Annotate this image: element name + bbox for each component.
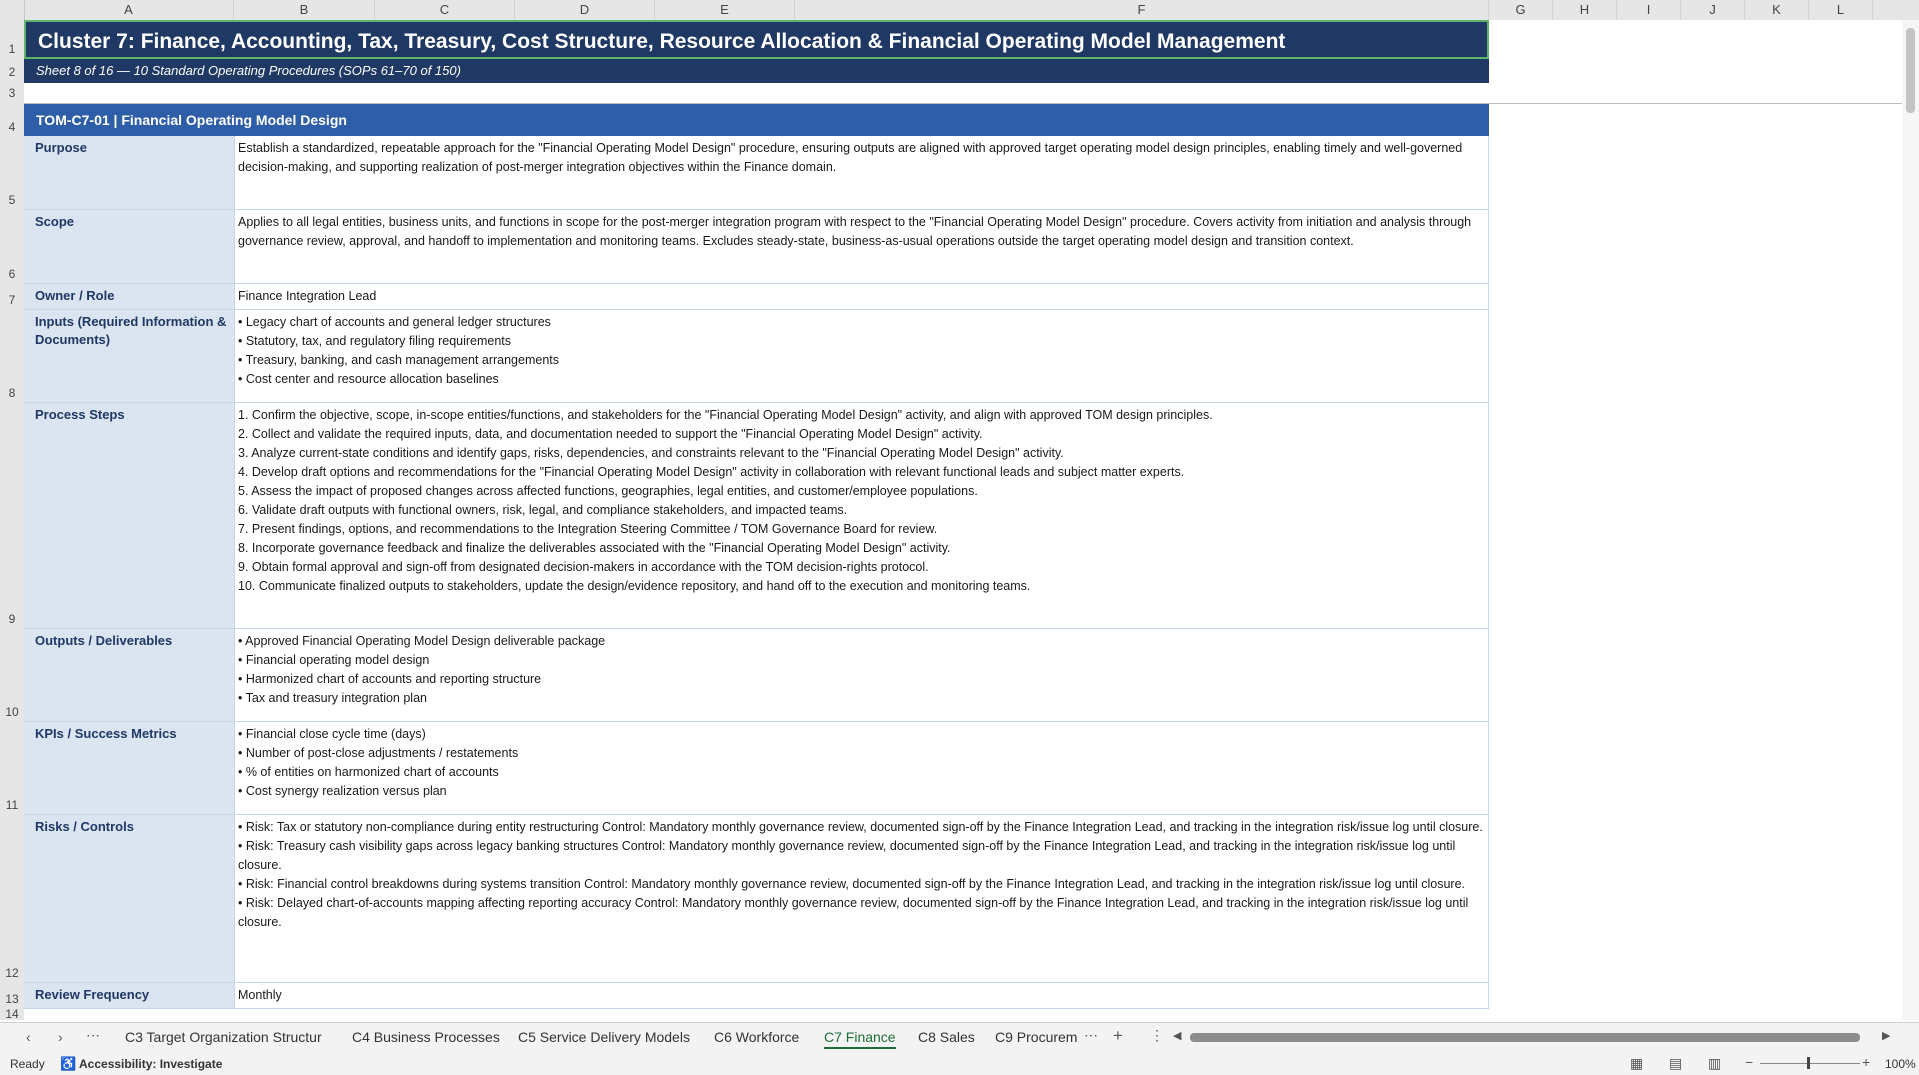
column-header-a[interactable]: A — [24, 0, 234, 20]
column-header-j[interactable]: J — [1681, 0, 1745, 20]
add-sheet-icon[interactable]: + — [1113, 1026, 1123, 1045]
zoom-slider[interactable] — [1760, 1063, 1860, 1064]
column-header-b[interactable]: B — [234, 0, 375, 20]
sop-section-header[interactable]: TOM-C7-01 | Financial Operating Model Design — [24, 104, 1489, 136]
field-value-owner[interactable]: Finance Integration Lead — [234, 284, 1489, 310]
column-header-g[interactable]: G — [1489, 0, 1553, 20]
row-header-14[interactable]: 14 — [5, 1007, 19, 1021]
sheet-tab-c3[interactable]: C3 Target Organization Structur — [125, 1029, 322, 1045]
field-label-outputs[interactable]: Outputs / Deliverables — [24, 629, 234, 722]
column-header-e[interactable]: E — [655, 0, 795, 20]
row-header-10[interactable]: 10 — [5, 705, 19, 719]
scroll-left-icon[interactable]: ◀ — [1173, 1030, 1182, 1042]
field-label-purpose[interactable]: Purpose — [24, 136, 234, 210]
select-all-corner[interactable] — [0, 0, 25, 20]
row-header-5[interactable]: 5 — [8, 193, 16, 207]
accessibility-status[interactable]: Accessibility: Investigate — [79, 1057, 223, 1071]
row-header-13[interactable]: 13 — [5, 992, 19, 1006]
sheet-tab-c5[interactable]: C5 Service Delivery Models — [518, 1029, 690, 1045]
prev-sheet-icon[interactable]: ‹ — [26, 1029, 31, 1045]
column-header-i[interactable]: I — [1617, 0, 1681, 20]
status-bar — [0, 1052, 1919, 1075]
row-header-6[interactable]: 6 — [8, 267, 16, 281]
vertical-scrollbar[interactable] — [1902, 20, 1919, 1020]
horizontal-scroll-thumb[interactable] — [1190, 1033, 1860, 1042]
column-header-d[interactable]: D — [515, 0, 655, 20]
zoom-level[interactable]: 100% — [1885, 1057, 1916, 1071]
field-label-risks[interactable]: Risks / Controls — [24, 815, 234, 983]
scroll-right-icon[interactable]: ▶ — [1882, 1030, 1891, 1042]
status-ready: Ready — [10, 1057, 45, 1071]
sheet-tab-c4[interactable]: C4 Business Processes — [352, 1029, 500, 1045]
zoom-out-icon[interactable]: − — [1745, 1054, 1754, 1070]
sheet-options-icon[interactable]: ⋮ — [1150, 1027, 1164, 1043]
field-value-inputs[interactable]: • Legacy chart of accounts and general ledger structures • Statutory, tax, and regulatory filing requirements • Treasury, banking, and cash management arrangements • Cost center and resource allocation baselines — [234, 310, 1489, 403]
vertical-scroll-thumb[interactable] — [1906, 28, 1915, 113]
field-label-scope[interactable]: Scope — [24, 210, 234, 284]
more-sheets-icon[interactable]: ⋯ — [86, 1027, 100, 1043]
tab-overflow-icon[interactable]: ⋯ — [1084, 1027, 1098, 1043]
accessibility-icon[interactable]: ♿ — [60, 1056, 77, 1071]
field-value-scope[interactable]: Applies to all legal entities, business units, and functions in scope for the post-merger integration program with respect to the "Financial Operating Model Design" procedure. Covers activity from initiation and analysis through governance review, approval, and handoff to implementation and monitoring teams. Excludes steady-state, business-as-usual operations outside the target operating model design and transition context. — [234, 210, 1489, 284]
sheet-tab-c9[interactable]: C9 Procurem — [995, 1029, 1078, 1045]
column-header-k[interactable]: K — [1745, 0, 1809, 20]
zoom-slider-thumb[interactable] — [1807, 1057, 1810, 1069]
sheet-tab-c6[interactable]: C6 Workforce — [714, 1029, 800, 1045]
next-sheet-icon[interactable]: › — [58, 1029, 63, 1045]
field-value-purpose[interactable]: Establish a standardized, repeatable approach for the "Financial Operating Model Design" procedure, ensuring outputs are aligned with approved target operating model design principles, enabling timely and well-governed decision-making, and supporting realization of post-merger integration objectives within the Finance domain. — [234, 136, 1489, 210]
sheet-title[interactable]: Cluster 7: Finance, Accounting, Tax, Treasury, Cost Structure, Resource Allocation & Financial Operating Model Management — [24, 20, 1489, 59]
field-label-kpis[interactable]: KPIs / Success Metrics — [24, 722, 234, 815]
row-header-4[interactable]: 4 — [8, 120, 16, 134]
page-break-icon[interactable]: ▥ — [1708, 1055, 1722, 1071]
sheet-tab-c8[interactable]: C8 Sales — [918, 1029, 975, 1045]
page-layout-icon[interactable]: ▤ — [1669, 1055, 1683, 1071]
column-header-f[interactable]: F — [795, 0, 1489, 20]
sheet-tab-bar — [0, 1022, 1919, 1053]
field-label-inputs[interactable]: Inputs (Required Information & Documents) — [24, 310, 234, 403]
normal-view-icon[interactable]: ▦ — [1630, 1055, 1644, 1071]
row-header-2[interactable]: 2 — [8, 65, 16, 79]
field-label-owner[interactable]: Owner / Role — [24, 284, 234, 310]
field-value-outputs[interactable]: • Approved Financial Operating Model Design deliverable package • Financial operating model design • Harmonized chart of accounts and reporting structure • Tax and treasury integration plan — [234, 629, 1489, 722]
field-value-risks[interactable]: • Risk: Tax or statutory non-compliance during entity restructuring Control: Mandatory monthly governance review, documented sign-off by the Finance Integration Lead, and tracking in the integration risk/issue log until closure. • Risk: Treasury cash visibility gaps across legacy banking structures Control: Mandatory monthly governance review, documented sign-off by the Finance Integration Lead, and tracking in the integration risk/issue log until closure. • Risk: Financial control breakdowns during systems transition Control: Mandatory monthly governance review, documented sign-off by the Finance Integration Lead, and tracking in the integration risk/issue log until closure. • Risk: Delayed chart-of-accounts mapping affecting reporting accuracy Control: Mandatory monthly governance review, documented sign-off by the Finance Integration Lead, and tracking in the integration risk/issue log until closure. — [234, 815, 1489, 983]
row-header-9[interactable]: 9 — [8, 612, 16, 626]
column-header-h[interactable]: H — [1553, 0, 1617, 20]
field-value-process-steps[interactable]: 1. Confirm the objective, scope, in-scope entities/functions, and stakeholders for the "Financial Operating Model Design" activity, and align with approved TOM design principles. 2. Collect and validate the required inputs, data, and documentation needed to support the "Financial Operating Model Design" activity. 3. Analyze current-state conditions and identify gaps, risks, dependencies, and constraints relevant to the "Financial Operating Model Design" activity. 4. Develop draft options and recommendations for the "Financial Operating Model Design" activity in collaboration with relevant functional leads and subject matter experts. 5. Assess the impact of proposed changes across affected functions, geographies, legal entities, and customer/employee populations. 6. Validate draft outputs with functional owners, risk, legal, and compliance stakeholders, and impacted teams. 7. Present findings, options, and recommendations to the Integration Steering Committee / TOM Governance Board for review. 8. Incorporate governance feedback and finalize the deliverables associated with the "Financial Operating Model Design" activity. 9. Obtain formal approval and sign-off from designated decision-makers in accordance with the TOM decision-rights protocol. 10. Communicate finalized outputs to stakeholders, update the design/evidence repository, and hand off to the execution and monitoring teams. — [234, 403, 1489, 629]
row-header-1[interactable]: 1 — [8, 42, 16, 56]
sheet-tab-c7-active[interactable]: C7 Finance — [824, 1029, 896, 1049]
column-header-l[interactable]: L — [1809, 0, 1873, 20]
row-header-8[interactable]: 8 — [8, 386, 16, 400]
field-label-review-frequency[interactable]: Review Frequency — [24, 983, 234, 1009]
column-header-c[interactable]: C — [375, 0, 515, 20]
row-header-11[interactable]: 11 — [5, 798, 19, 812]
worksheet-grid[interactable] — [24, 20, 1902, 1020]
row-header-12[interactable]: 12 — [5, 966, 19, 980]
row-header-3[interactable]: 3 — [8, 86, 16, 100]
zoom-in-icon[interactable]: + — [1862, 1054, 1871, 1070]
row-header-bar — [0, 20, 25, 1020]
field-label-process-steps[interactable]: Process Steps — [24, 403, 234, 629]
field-value-review-frequency[interactable]: Monthly — [234, 983, 1489, 1009]
row-header-7[interactable]: 7 — [8, 293, 16, 307]
sheet-subtitle[interactable]: Sheet 8 of 16 — 10 Standard Operating Procedures (SOPs 61–70 of 150) — [24, 59, 1489, 83]
field-value-kpis[interactable]: • Financial close cycle time (days) • Number of post-close adjustments / restatements • % of entities on harmonized chart of accounts • Cost synergy realization versus plan — [234, 722, 1489, 815]
column-header-bar — [0, 0, 1919, 21]
